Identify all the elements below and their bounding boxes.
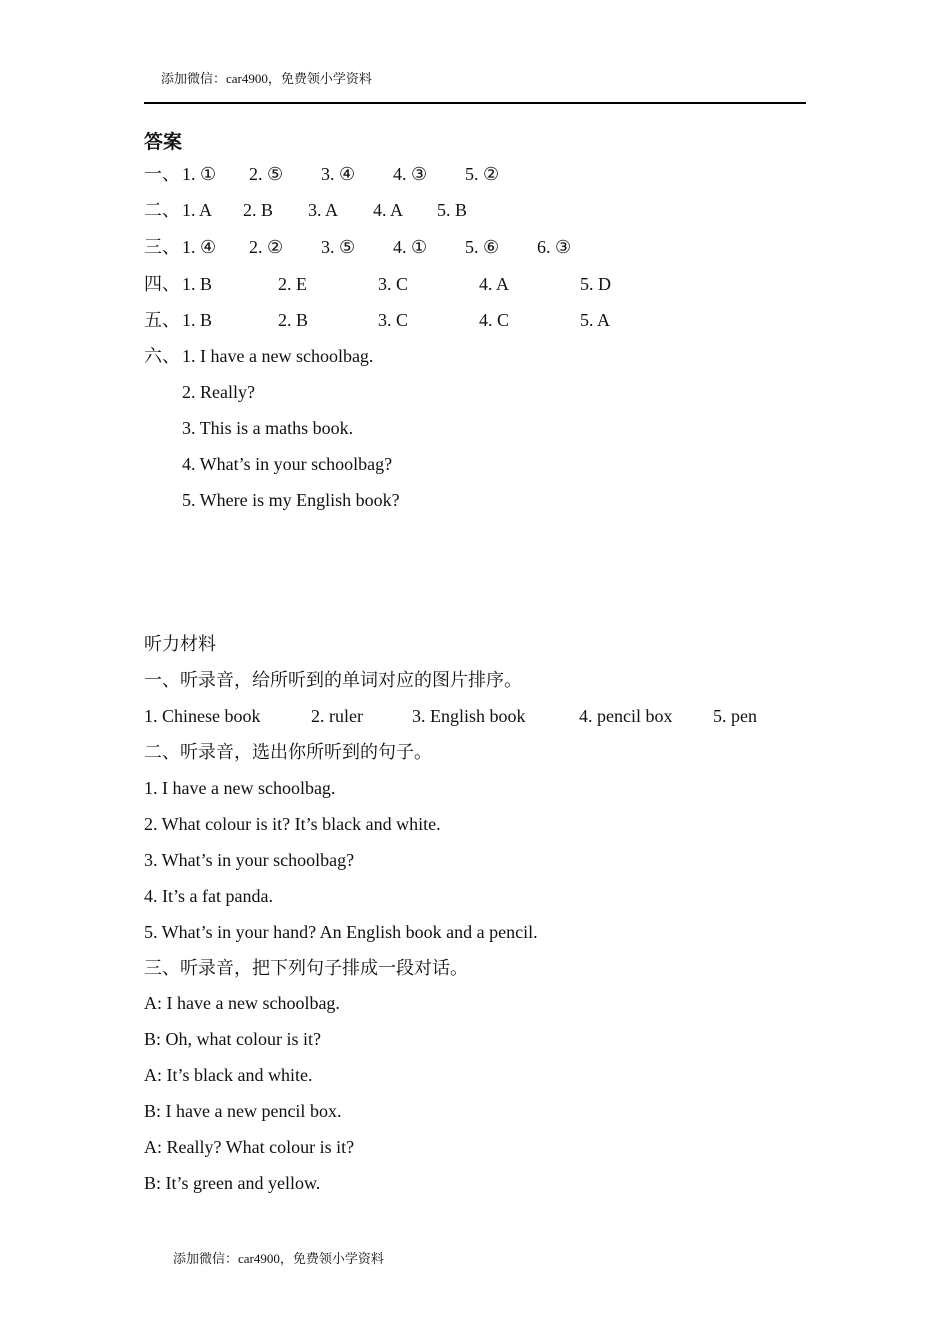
dialogue-line: A: Really? What colour is it? [144, 1137, 355, 1157]
answer-item: 3. ④ [321, 164, 356, 184]
header-divider [144, 102, 806, 104]
listening-word: 2. ruler [311, 706, 363, 726]
listening-word: 5. pen [713, 706, 757, 726]
answer-item: 2. ⑤ [249, 164, 284, 184]
page-header: 添加微信：car4900，免费领小学资料 [161, 71, 372, 86]
dialogue-line: B: I have a new pencil box. [144, 1101, 342, 1121]
answer-item: 4. A [373, 200, 404, 220]
answer-row-label: 五、 [144, 310, 180, 330]
listening-word: 1. Chinese book [144, 706, 261, 726]
listening-sentence: 1. I have a new schoolbag. [144, 778, 336, 798]
answer-item: 5. ② [465, 164, 500, 184]
answer-row-label: 三、 [144, 237, 180, 257]
answer-sentence: 3. This is a maths book. [182, 418, 354, 438]
listening-word: 4. pencil box [579, 706, 673, 726]
answer-item: 4. ③ [393, 164, 428, 184]
answer-item: 1. A [182, 200, 213, 220]
answer-item: 4. ① [393, 237, 428, 257]
listening-word: 3. English book [412, 706, 526, 726]
answer-item: 2. E [278, 274, 307, 294]
dialogue-line: A: I have a new schoolbag. [144, 993, 340, 1013]
dialogue-line: A: It’s black and white. [144, 1065, 313, 1085]
answer-item: 6. ③ [537, 237, 572, 257]
answer-item: 3. C [378, 310, 409, 330]
answer-item: 2. B [243, 200, 274, 220]
answer-item: 2. B [278, 310, 309, 330]
answer-item: 5. ⑥ [465, 237, 500, 257]
answers-title: 答案 [144, 131, 183, 153]
answer-item: 3. A [308, 200, 339, 220]
listening-title: 听力材料 [144, 634, 216, 654]
answer-item: 3. ⑤ [321, 237, 356, 257]
answer-sentence: 5. Where is my English book? [182, 490, 400, 510]
listening-sentence: 4. It’s a fat panda. [144, 886, 273, 906]
answer-item: 1. ④ [182, 237, 217, 257]
answer-item: 1. B [182, 310, 213, 330]
answer-row-label: 一、 [144, 164, 180, 184]
answer-row-label: 六、 [144, 346, 180, 366]
dialogue-line: B: Oh, what colour is it? [144, 1029, 321, 1049]
answer-item: 2. ② [249, 237, 284, 257]
answer-item: 4. C [479, 310, 510, 330]
answer-item: 3. C [378, 274, 409, 294]
answer-item: 5. B [437, 200, 468, 220]
answer-item: 4. A [479, 274, 510, 294]
answer-item: 5. A [580, 310, 611, 330]
answer-item: 1. ① [182, 164, 217, 184]
page-footer: 添加微信：car4900，免费领小学资料 [173, 1251, 384, 1266]
listening-part3-heading: 三、听录音，把下列句子排成一段对话。 [144, 958, 468, 978]
answer-row-label: 二、 [144, 200, 180, 220]
answer-sentence: 4. What’s in your schoolbag? [182, 454, 393, 474]
answer-row-label: 四、 [144, 274, 180, 294]
answer-sentence: 1. I have a new schoolbag. [182, 346, 374, 366]
listening-sentence: 2. What colour is it? It’s black and white. [144, 814, 441, 834]
answer-item: 1. B [182, 274, 213, 294]
listening-sentence: 3. What’s in your schoolbag? [144, 850, 355, 870]
listening-part2-heading: 二、听录音，选出你所听到的句子。 [144, 742, 432, 762]
answer-sentence: 2. Really? [182, 382, 255, 402]
dialogue-line: B: It’s green and yellow. [144, 1173, 321, 1193]
answer-item: 5. D [580, 274, 611, 294]
listening-sentence: 5. What’s in your hand? An English book and a pencil. [144, 922, 538, 942]
listening-part1-heading: 一、听录音，给所听到的单词对应的图片排序。 [144, 670, 522, 690]
